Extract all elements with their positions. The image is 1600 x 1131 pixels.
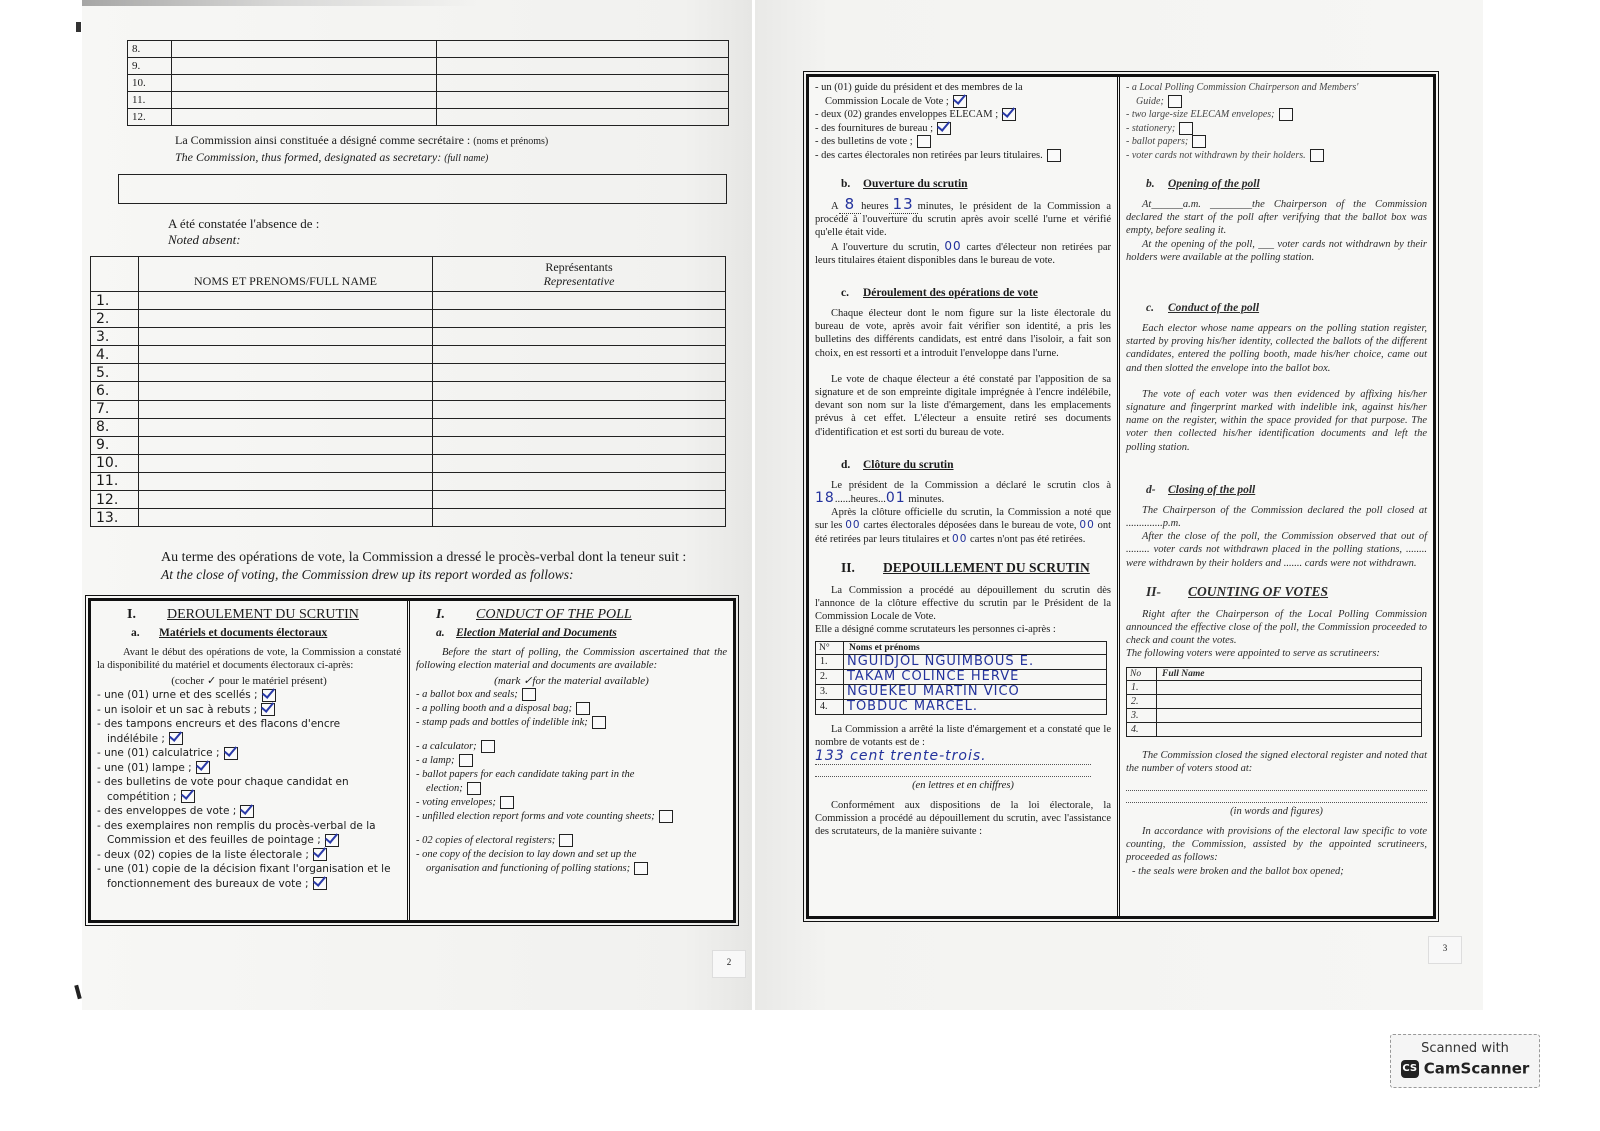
fr-opening-cards: A l'ouverture du scrutin, 00 cartes d'électeur non retirées par leurs titulaires étaient disponibles dans le bureau de vote.: [815, 238, 1112, 266]
row-number: 3.: [1127, 708, 1157, 722]
member-name-cell[interactable]: [172, 58, 437, 75]
checkbox[interactable]: [240, 805, 254, 818]
members-row: [128, 41, 729, 58]
checkbox[interactable]: [1047, 149, 1061, 162]
report-intro-fr: Au terme des opérations de vote, la Commission a dressé le procès-verbal dont la teneur suit :: [161, 550, 687, 565]
absent-name-cell[interactable]: [139, 328, 433, 346]
checklist-label-cont: compétition ;: [107, 790, 177, 803]
opening-hours-value[interactable]: 8: [839, 195, 862, 214]
page-number-left: 2: [712, 950, 746, 978]
absent-name-cell[interactable]: [139, 509, 433, 527]
checkbox[interactable]: [224, 747, 238, 760]
scrutineer-row: [816, 699, 1107, 714]
checklist-label: - a polling booth and a disposal bag;: [416, 703, 573, 714]
absent-row: [91, 364, 726, 382]
en-materials-list: [1126, 81, 1427, 162]
checklist-item: [1126, 81, 1427, 108]
scrutineer-row: [1127, 722, 1422, 736]
absent-name-cell[interactable]: [139, 346, 433, 364]
closing-minutes-value[interactable]: 01: [885, 490, 906, 507]
checklist-label-cont: Commission Locale de Vote ;: [825, 95, 949, 107]
section-i-fr-checklist: [97, 688, 401, 891]
en-voters-line2[interactable]: [1126, 791, 1427, 803]
section-i-en-subtitle: a. Election Material and Documents: [436, 627, 617, 639]
member-role-cell[interactable]: [437, 109, 729, 126]
section-i-en: [407, 601, 733, 920]
checklist-item: [1126, 149, 1427, 163]
row-number: 3.: [816, 684, 844, 699]
checklist-item: [815, 122, 1111, 136]
checklist-label: - two large-size ELECAM envelopes;: [1126, 109, 1275, 120]
row-number: 9.: [128, 58, 172, 75]
members-row: [128, 75, 729, 92]
fr-opening-text: A 8 heures 13 minutes, le président de la Commission a procédé à l'ouverture du scrutin après avoir scellé l'urne et vérifié qu'elle était vide.: [815, 195, 1111, 239]
checkbox[interactable]: [1310, 149, 1324, 162]
checklist-item: [416, 740, 727, 754]
checklist-label: - one copy of the decision to lay down and set up the: [416, 849, 637, 860]
section-i-en-checklist: [416, 688, 727, 876]
checklist-item: [1126, 135, 1427, 149]
en-voters-line1[interactable]: [1126, 775, 1427, 791]
scrutineer-name[interactable]: NGUEKEU MARTIN VICO: [844, 684, 1107, 699]
checkbox[interactable]: [325, 834, 339, 847]
en-closing-title: d- Closing of the poll: [1146, 483, 1256, 496]
checklist-label: - a lamp;: [416, 755, 455, 766]
checklist-label: - deux (02) grandes enveloppes ELECAM ;: [815, 109, 999, 120]
section-i-fr-subtitle: a. Matériels et documents électoraux: [131, 627, 328, 639]
row-number: 12.: [91, 491, 139, 509]
en-conduct-title: c. Conduct of the poll: [1146, 302, 1260, 315]
voters-count-line2[interactable]: [815, 765, 1091, 777]
absent-rep-cell[interactable]: [433, 491, 726, 509]
checkbox[interactable]: [500, 796, 514, 809]
row-number: 11.: [128, 92, 172, 109]
en-closing-p1: The Chairperson of the Commission declared the poll closed at ..............p.m.: [1126, 504, 1427, 530]
checkbox[interactable]: [576, 702, 590, 715]
en-conduct-p2: The vote of each voter was then evidenced by affixing his/her signature and fingerprint marked with indelible ink, against his/her name on the register, within the space provided for that purpose. The voter then collected his/her identification documents and left the polling station.: [1126, 388, 1427, 453]
en-counting-title: II- COUNTING OF VOTES: [1146, 583, 1329, 599]
fr-counting-title: II. DEPOUILLEMENT DU SCRUTIN: [841, 559, 1090, 575]
opening-cards-value[interactable]: 00: [944, 238, 962, 253]
checklist-item: [97, 761, 401, 776]
absent-row: [91, 472, 726, 490]
member-name-cell[interactable]: [172, 92, 437, 109]
absent-rep-cell[interactable]: [433, 454, 726, 472]
absent-rep-cell[interactable]: [433, 400, 726, 418]
secretary-label-en: The Commission, thus formed, designated as secretary: (full name): [175, 150, 489, 164]
absent-rep-cell[interactable]: [433, 292, 726, 310]
right-en-column: [1117, 77, 1433, 916]
row-number: 13.: [91, 509, 139, 527]
scrutineer-name-cell[interactable]: [1157, 708, 1422, 722]
absent-row: [91, 310, 726, 328]
absent-rep-cell[interactable]: [433, 382, 726, 400]
checkbox[interactable]: [467, 782, 481, 795]
en-counting-p3: The Commission closed the signed electoral register and noted that the number of voters stood at:: [1126, 749, 1427, 774]
checklist-label: - 02 copies of electoral registers;: [416, 835, 556, 846]
checklist-label: - ballot papers;: [1126, 136, 1189, 147]
checkbox[interactable]: [481, 740, 495, 753]
secretary-label-fr: La Commission ainsi constituée a désigné comme secrétaire : (noms et prénoms): [175, 133, 549, 147]
row-number: 10.: [128, 75, 172, 92]
checklist-label: - a ballot box and seals;: [416, 689, 518, 700]
absent-header-rep: Représentants Representative: [433, 257, 726, 292]
absent-label-fr: A été constatée l'absence de :: [168, 216, 320, 231]
members-row: [128, 58, 729, 75]
checklist-label: - deux (02) copies de la liste électorale ;: [97, 848, 309, 861]
checklist-label: - voter cards not withdrawn by their holders.: [1126, 149, 1306, 161]
member-name-cell[interactable]: [172, 75, 437, 92]
absent-row: [91, 346, 726, 364]
checkbox[interactable]: [169, 732, 183, 745]
fr-materials-list: [815, 81, 1111, 162]
checklist-label: - des fournitures de bureau ;: [815, 122, 934, 134]
row-number: 8.: [91, 418, 139, 436]
checklist-label: - des tampons encreurs et des flacons d'encre: [97, 718, 341, 730]
checklist-label-cont: organisation and functioning of polling stations;: [426, 863, 631, 874]
right-fr-column: [809, 77, 1117, 916]
checklist-label-cont: election;: [426, 783, 463, 794]
checklist-label-cont: Guide;: [1136, 95, 1164, 107]
checklist-label-cont: indélébile ;: [107, 732, 165, 745]
absent-header-name: NOMS ET PRENOMS/FULL NAME: [139, 257, 433, 292]
checklist-item: [416, 702, 727, 716]
en-counting-p1: Right after the Chairperson of the Local Polling Commission announced the effective close of the poll, the Commission proceeded to check and count the votes.: [1126, 608, 1427, 647]
opening-minutes-value[interactable]: 13: [889, 195, 918, 214]
fr-closing-title: d. Clôture du scrutin: [841, 458, 954, 471]
en-words-hint: (in words and figures): [1230, 806, 1323, 818]
checkbox[interactable]: [917, 135, 931, 148]
cards-deposited-value[interactable]: 00: [845, 519, 861, 532]
closing-hours-value[interactable]: 18: [815, 490, 835, 507]
cards-withdrawn-value[interactable]: 00: [1079, 519, 1095, 532]
fr-counting-p4: Conformément aux dispositions de la loi électorale, la Commission a procédé au dépouillement du scrutin, avec l'assistance des scrutateurs, de la manière suivante :: [815, 800, 1111, 838]
checklist-label: - des enveloppes de vote ;: [97, 805, 237, 817]
checkbox[interactable]: [1179, 122, 1193, 135]
scrutineer-row: [1127, 694, 1422, 708]
scrutineer-name[interactable]: NGUIDJOL NGUIMBOUS E.: [844, 654, 1107, 669]
absent-table: [90, 256, 726, 527]
row-number: 2.: [1127, 694, 1157, 708]
checkbox[interactable]: [592, 716, 606, 729]
report-intro-en: At the close of voting, the Commission drew up its report worded as follows:: [161, 567, 574, 582]
en-counting-p5: - the seals were broken and the ballot box opened;: [1132, 865, 1344, 877]
row-number: 6.: [91, 382, 139, 400]
checkbox[interactable]: [196, 761, 210, 774]
fr-opening-title: b. Ouverture du scrutin: [841, 178, 968, 190]
absent-table-corner: [91, 257, 139, 292]
checklist-label: - une (01) calculatrice ;: [97, 747, 220, 759]
member-name-cell[interactable]: [172, 41, 437, 58]
checkbox[interactable]: [953, 95, 967, 108]
scrutineer-name-cell[interactable]: [1157, 680, 1422, 694]
fr-conduct-p1: Chaque électeur dont le nom figure sur la liste électorale du bureau de vote, après avoir fait vérifier son identité, a pris les bulletins des différents candidats, est entré dans l'isoloir, a fait son choix, en est ressorti et a introduit l'enveloppe dans l'urne.: [815, 308, 1111, 359]
checklist-item: [97, 746, 401, 761]
checklist-item: [416, 810, 727, 824]
checklist-item: [97, 848, 401, 863]
checkbox[interactable]: [313, 877, 327, 890]
absent-row: [91, 382, 726, 400]
checklist-item: [97, 804, 401, 819]
fr-scrutineers-header-no: N°: [816, 641, 844, 654]
row-number: 1.: [1127, 680, 1157, 694]
checklist-item: [97, 775, 401, 804]
checklist-item: [97, 862, 401, 891]
section-i-fr: [91, 601, 407, 920]
checkbox[interactable]: [459, 754, 473, 767]
checkbox[interactable]: [261, 703, 275, 716]
scrutineer-row: [816, 669, 1107, 684]
absent-label-en: Noted absent:: [168, 232, 241, 247]
checklist-item: [416, 688, 727, 702]
fr-conduct-title: c. Déroulement des opérations de vote: [841, 287, 1038, 300]
checklist-label: - une (01) copie de la décision fixant l'organisation et le: [97, 863, 391, 875]
checklist-label: - voting envelopes;: [416, 797, 496, 808]
fr-counting-p2: Elle a désigné comme scrutateurs les personnes ci-après :: [815, 624, 1056, 636]
checklist-label: - une (01) lampe ;: [97, 761, 192, 774]
absent-rep-cell[interactable]: [433, 509, 726, 527]
absent-rep-cell[interactable]: [433, 418, 726, 436]
checklist-item: [815, 81, 1111, 108]
absent-name-cell[interactable]: [139, 491, 433, 509]
row-number: 4.: [91, 346, 139, 364]
right-panel: [806, 74, 1436, 919]
absent-rep-cell[interactable]: [433, 328, 726, 346]
checkbox[interactable]: [937, 122, 951, 135]
checkbox[interactable]: [313, 848, 327, 861]
absent-name-cell[interactable]: [139, 472, 433, 490]
checkbox[interactable]: [1168, 95, 1182, 108]
en-opening-title: b. Opening of the poll: [1146, 178, 1260, 190]
members-row: [128, 92, 729, 109]
checkbox[interactable]: [634, 862, 648, 875]
row-number: 9.: [91, 436, 139, 454]
row-number: 7.: [91, 400, 139, 418]
checklist-label: - un (01) guide du président et des membres de la: [815, 82, 1023, 93]
checklist-item: [97, 688, 401, 703]
checkbox[interactable]: [181, 790, 195, 803]
checklist-item: [815, 135, 1111, 149]
checklist-label: - unfilled election report forms and vote counting sheets;: [416, 811, 655, 822]
camscanner-watermark: [1390, 1034, 1540, 1088]
checklist-label: - a Local Polling Commission Chairperson and Members': [1126, 82, 1359, 93]
absent-row: [91, 328, 726, 346]
absent-name-cell[interactable]: [139, 418, 433, 436]
fr-scrutineers-table: [815, 641, 1107, 715]
checklist-label: - stationery;: [1126, 122, 1176, 134]
checklist-label: - stamp pads and bottles of indelible ink;: [416, 717, 588, 728]
en-opening-p2: At the opening of the poll, ___ voter cards not withdrawn by their holders were available at the polling station.: [1126, 238, 1427, 263]
checklist-item: [416, 768, 727, 796]
en-opening-p1: At______a.m. ________the Chairperson of the Commission declared the start of the poll after verifying that the ballot box was empty, before sealing it.: [1126, 199, 1427, 237]
checklist-item: [97, 703, 401, 718]
member-role-cell[interactable]: [437, 92, 729, 109]
checklist-label: - des bulletins de vote pour chaque candidat en: [97, 776, 349, 788]
scan-mark: [76, 22, 81, 32]
member-role-cell[interactable]: [437, 41, 729, 58]
row-number: 2.: [816, 669, 844, 684]
absent-rep-cell[interactable]: [433, 472, 726, 490]
scrutineer-row: [816, 654, 1107, 669]
secretary-field[interactable]: [118, 174, 727, 204]
page-number-right: 3: [1428, 936, 1462, 964]
absent-name-cell[interactable]: [139, 364, 433, 382]
checklist-item: [97, 717, 401, 746]
checklist-label-cont: Commission et des feuilles de pointage ;: [107, 834, 321, 846]
absent-row: [91, 400, 726, 418]
absent-row: [91, 454, 726, 472]
checklist-item: [1126, 122, 1427, 136]
absent-rep-cell[interactable]: [433, 436, 726, 454]
checkbox[interactable]: [1279, 108, 1293, 121]
watermark-brand: CamScanner: [1423, 1059, 1530, 1078]
checklist-item: [416, 848, 727, 876]
checklist-label-cont: fonctionnement des bureaux de vote ;: [107, 877, 309, 890]
row-number: 1.: [91, 292, 139, 310]
en-conduct-p1: Each elector whose name appears on the polling station register, started by proving his/her identity, collected the ballots of the different candidates, entered the polling booth, made his/her choice, came out and then slotted the envelope into the ballot box.: [1126, 323, 1427, 374]
absent-name-cell[interactable]: [139, 292, 433, 310]
section-i-fr-title: I. DEROULEMENT DU SCRUTIN: [127, 607, 359, 622]
scrutineer-row: [816, 684, 1107, 699]
member-role-cell[interactable]: [437, 75, 729, 92]
scan-mark: [74, 985, 81, 1000]
row-number: 5.: [91, 364, 139, 382]
checklist-label: - des exemplaires non remplis du procès-verbal de la: [97, 819, 376, 832]
fr-counting-p3: La Commission a arrêté la liste d'émargement et a constaté que le nombre de votants est de :: [815, 723, 1111, 748]
absent-row: [91, 292, 726, 310]
scrutineer-name-cell[interactable]: [1157, 722, 1422, 736]
checklist-item: [815, 108, 1111, 122]
absent-rep-cell[interactable]: [433, 310, 726, 328]
scrutineer-name-cell[interactable]: [1157, 694, 1422, 708]
row-number: 10.: [91, 454, 139, 472]
scrutineer-row: [1127, 680, 1422, 694]
members-row: [128, 109, 729, 126]
checklist-item: [815, 149, 1111, 163]
en-scrutineers-header-name: Full Name: [1157, 667, 1422, 680]
checklist-item: [416, 754, 727, 768]
row-number: 2.: [91, 310, 139, 328]
absent-name-cell[interactable]: [139, 436, 433, 454]
checklist-label: - des cartes électorales non retirées par leurs titulaires.: [815, 149, 1043, 161]
checklist-item: [416, 834, 727, 848]
checklist-label: - un isoloir et un sac à rebuts ;: [97, 703, 258, 716]
fr-closing-cards: Après la clôture officielle du scrutin, la Commission a noté que sur les 00 cartes électorales déposées dans le bureau de vote, 00 ont été retirées par leurs titulaires et 00 cartes n'ont pas été retirées.: [815, 507, 1112, 545]
row-number: 4.: [816, 699, 844, 714]
voters-count-value[interactable]: 133 cent trente-trois.: [815, 749, 1091, 765]
section-i-fr-intro: Avant le début des opérations de vote, la Commission a constaté la disponibilité du matériel et documents électoraux ci-après:: [97, 647, 401, 671]
camscanner-logo-icon: CS: [1401, 1060, 1419, 1078]
member-name-cell[interactable]: [172, 109, 437, 126]
absent-row: [91, 418, 726, 436]
checklist-item: [416, 716, 727, 730]
checklist-item: [416, 796, 727, 810]
checkbox[interactable]: [559, 834, 573, 847]
section-i-en-intro: Before the start of polling, the Commission ascertained that the following election material and documents are available:: [416, 647, 727, 671]
checklist-label: - a calculator;: [416, 741, 477, 752]
fr-scrutineers-header-name: Noms et prénoms: [844, 641, 1107, 654]
checklist-label: - des bulletins de vote ;: [815, 136, 913, 147]
scrutineer-row: [1127, 708, 1422, 722]
en-counting-p2: The following voters were appointed to serve as scrutineers:: [1126, 648, 1380, 660]
checkbox[interactable]: [1192, 135, 1206, 148]
absent-name-cell[interactable]: [139, 310, 433, 328]
row-number: 8.: [128, 41, 172, 58]
row-number: 11.: [91, 472, 139, 490]
row-number: 4.: [1127, 722, 1157, 736]
en-closing-p2: After the close of the poll, the Commission observed that out of ......... voter cards not withdrawn placed in the polling stations, ........ were withdrawn by their holders and ....... cards were not withdrawn.: [1126, 531, 1427, 569]
checkbox[interactable]: [522, 688, 536, 701]
absent-name-cell[interactable]: [139, 382, 433, 400]
scan-edge-shadow: [82, 0, 742, 6]
cards-not-withdrawn-value[interactable]: 00: [952, 532, 968, 545]
checkbox[interactable]: [1002, 108, 1016, 121]
fr-conduct-p2: Le vote de chaque électeur a été constaté par l'apposition de sa signature et de son empreinte digitale imprégnée à l'encre indélébile, devant son nom sur la liste d'émargement, dans les emplacements prévus à cet effet. L'électeur a ensuite retiré ses documents d'identification et est sorti du bureau de vote.: [815, 373, 1111, 438]
absent-name-cell[interactable]: [139, 454, 433, 472]
checklist-label: - une (01) urne et des scellés ;: [97, 689, 258, 701]
fr-words-hint: (en lettres et en chiffres): [912, 780, 1014, 792]
member-role-cell[interactable]: [437, 58, 729, 75]
row-number: 12.: [128, 109, 172, 126]
checklist-label: - ballot papers for each candidate taking part in the: [416, 769, 635, 780]
scrutineer-name[interactable]: TAKAM COLINCE HERVE: [844, 669, 1107, 684]
absent-row: [91, 509, 726, 527]
scrutineer-name[interactable]: TOBDUC MARCEL.: [844, 699, 1107, 714]
members-table-continued: [127, 40, 729, 126]
absent-row: [91, 436, 726, 454]
absent-rep-cell[interactable]: [433, 364, 726, 382]
fr-counting-p1: La Commission a procédé au dépouillement du scrutin dès l'annonce de la clôture effective du scrutin par le Président de la Commission Locale de Vote.: [815, 584, 1111, 623]
en-counting-p4: In accordance with provisions of the electoral law specific to vote counting, the Commission, assisted by the appointed scrutineers, proceeded as follows:: [1126, 826, 1427, 864]
watermark-line1: Scanned with: [1421, 1041, 1509, 1056]
checkbox[interactable]: [659, 810, 673, 823]
absent-name-cell[interactable]: [139, 400, 433, 418]
fr-closing-time: Le président de la Commission a déclaré le scrutin clos à 18......heures...01 minutes.: [815, 479, 1111, 507]
en-scrutineers-header-no: No: [1127, 667, 1157, 680]
absent-row: [91, 491, 726, 509]
row-number: 1.: [816, 654, 844, 669]
section-i-fr-instruction: (cocher ✓ pour le matériel présent): [171, 675, 327, 687]
section-i-en-title: I. CONDUCT OF THE POLL: [436, 607, 632, 622]
row-number: 3.: [91, 328, 139, 346]
en-scrutineers-table: [1126, 667, 1422, 737]
checklist-item: [1126, 108, 1427, 122]
absent-rep-cell[interactable]: [433, 346, 726, 364]
section-i-en-instruction: (mark ✓for the material available): [494, 675, 649, 687]
section-i-panel: [88, 598, 736, 923]
checklist-item: [97, 819, 401, 848]
